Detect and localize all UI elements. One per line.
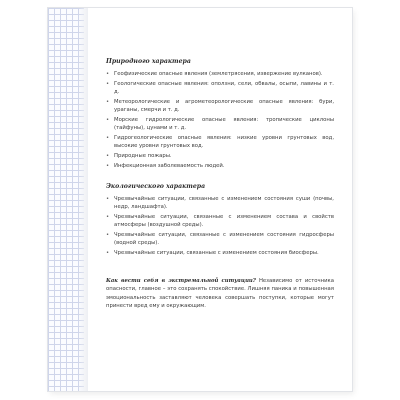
- bullet-icon: •: [106, 152, 110, 159]
- section-natural: [106, 58, 334, 170]
- list-item: • Чрезвычайные ситуации, связанные с изменением состояния биосферы.: [106, 249, 319, 256]
- bullet-icon: •: [106, 213, 110, 220]
- advice-paragraph: [106, 277, 334, 311]
- list-item: • Морские гидрологические опасные явления: тропические циклоны (тайфуны), цунами и т. д.: [106, 116, 334, 131]
- list-item: • Чрезвычайные ситуации, связанные с изменением состояния суши (почвы, недр, ландшафта).: [106, 195, 334, 210]
- book-page: [48, 8, 352, 391]
- bullet-icon: •: [106, 116, 110, 123]
- list-item: • Чрезвычайные ситуации, связанные с изменением состава и свойств атмосферы (воздушной среды).: [106, 213, 334, 228]
- page-fold-shadow: [78, 8, 88, 391]
- section-list: [106, 70, 334, 170]
- list-item: • Чрезвычайные ситуации, связанные с изменением состояния гидросферы (водной среды).: [106, 231, 334, 246]
- list-item: • Природные пожары.: [106, 152, 172, 159]
- list-item: • Инфекционная заболеваемость людей.: [106, 162, 225, 169]
- bullet-icon: •: [106, 162, 110, 169]
- bullet-icon: •: [106, 71, 110, 77]
- list-item: • Геофизические опасные явления (землетрясения, извержение вулканов).: [106, 71, 323, 77]
- bullet-icon: •: [106, 231, 110, 238]
- section-list: [106, 195, 334, 257]
- section-title: Природного характера: [106, 58, 191, 65]
- bullet-icon: •: [106, 98, 110, 105]
- bullet-icon: •: [106, 134, 110, 141]
- list-item: • Геологические опасные явления: оползни, сели, обвалы, осыпи, лавины и т. д.: [106, 80, 334, 95]
- section-title: Экологического характера: [106, 182, 206, 190]
- bullet-icon: •: [106, 195, 110, 202]
- advice-question: Как вести себя в экстремальной ситуации?: [106, 278, 256, 284]
- section-ecological: [106, 183, 334, 257]
- page-content: [88, 8, 352, 391]
- list-item: • Гидрогеологические опасные явления: низкие уровни грунтовых вод, высокие уровни грунтовых вод.: [106, 134, 334, 149]
- bullet-icon: •: [106, 80, 110, 87]
- advice-text: Независимо от источника опасности, главное – это сохранять спокойствие. Лишняя паника и повышенная эмоциональность заставляют человека совершать поступки, которые могут принести вред ему и окружающим.: [106, 278, 334, 310]
- bullet-icon: •: [106, 249, 110, 256]
- list-item: • Метеорологические и агрометеорологические опасные явления: бури, ураганы, смерчи и т. д.: [106, 98, 334, 113]
